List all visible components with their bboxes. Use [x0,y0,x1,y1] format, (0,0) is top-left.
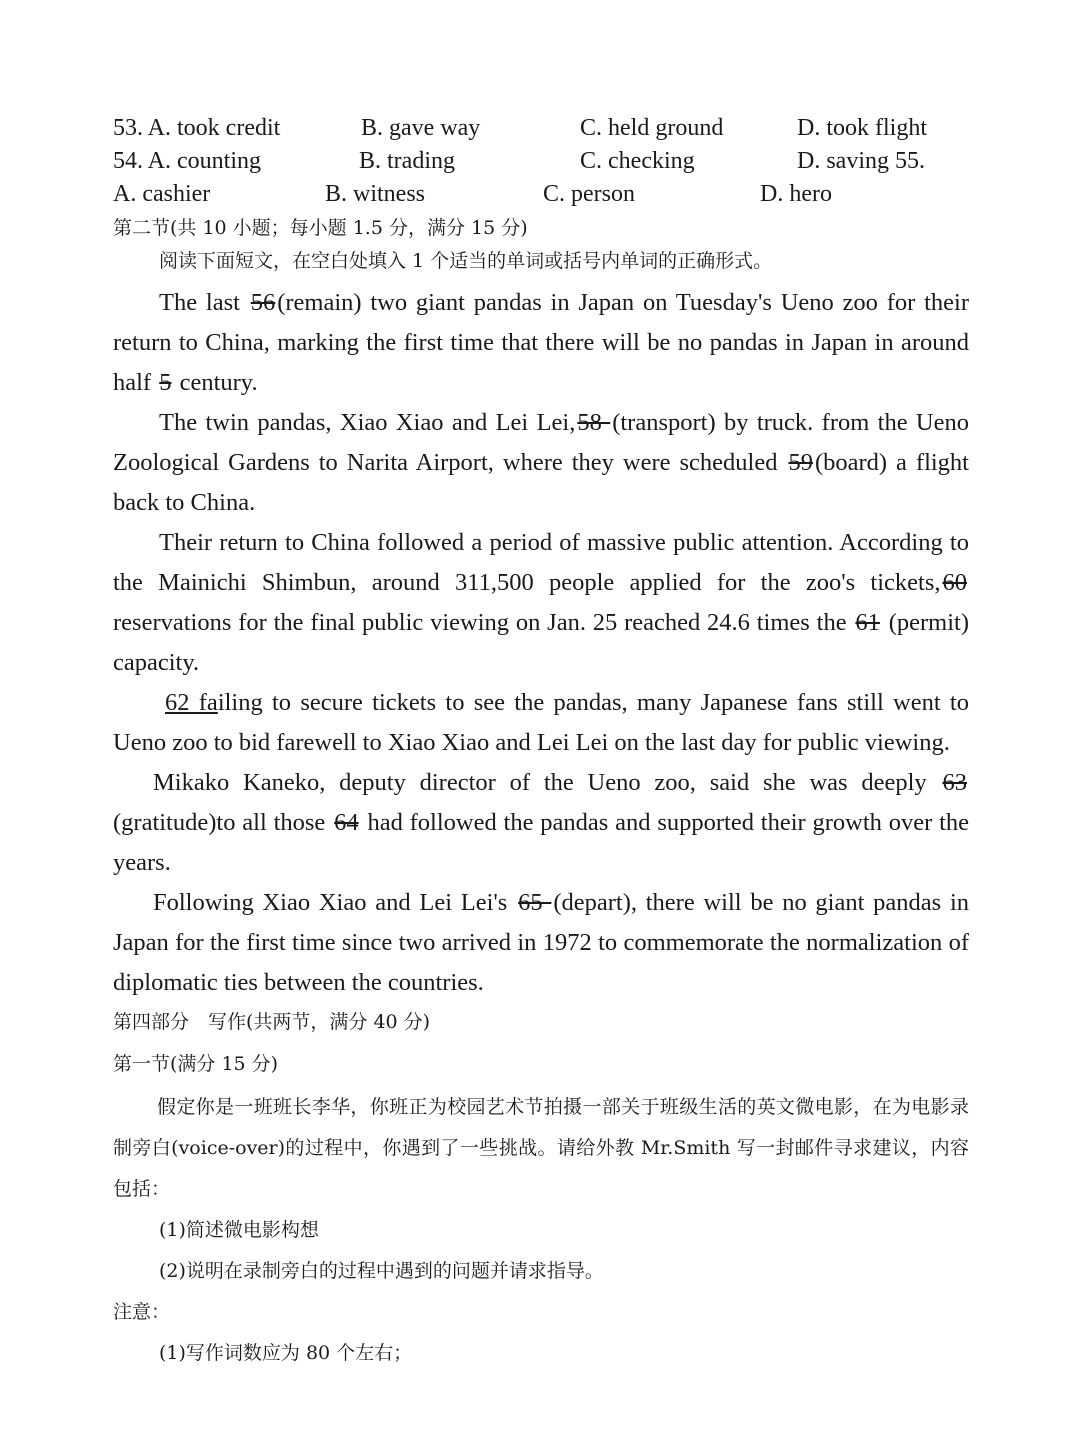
section2-instruction: 阅读下面短文，在空白处填入 1 个适当的单词或括号内单词的正确形式。 [159,250,773,272]
blank-64: 64 [334,809,359,836]
blank-56: 56 [250,289,276,316]
blank-61: 61 [855,609,880,636]
text: had followed the pandas and supported their growth over the years. [113,809,970,876]
note-label: 注意： [113,1301,171,1323]
blank-65: 65 [518,889,552,916]
section2-header: 第二节(共 10 小题；每小题 1.5 分，满分 15 分) [113,217,528,239]
passage-paragraph-3 [113,523,969,683]
option-55-b: B. witness [325,181,426,207]
text: reservations for the final public viewing on Jan. 25 reached 24.6 times the [113,609,854,636]
passage-paragraph-4 [113,683,969,763]
note-item-1: (1)写作词数应为 80 个左右； [159,1342,413,1364]
blank-59: 59 [788,449,813,476]
part4-section1: 第一节(满分 15 分) [113,1053,279,1075]
text: (gratitude)to all those [113,809,333,836]
option-55-d: D. hero [760,181,832,207]
passage-paragraph-5 [113,763,969,883]
text: Their return to China followed a period of massive public attention. According to the Mainichi Shimbun, around 311,500 people applied for the zoo's tickets, [113,529,969,596]
text: The last [159,289,249,316]
text: Following Xiao Xiao and Lei Lei's [153,889,517,916]
passage-paragraph-6 [113,883,969,1003]
text: (remain) two giant pandas in Japan on Tuesday's Ueno zoo for their return to China, marking the first time that there will be no pandas in Japan in around half [113,289,969,396]
text: The twin pandas, Xiao Xiao and Lei Lei, [159,409,576,436]
option-55-c: C. person [543,181,635,207]
text: (permit) capacity. [113,609,969,676]
blank-58: 58 [577,409,611,436]
text: iling to secure tickets to see the pandas, many Japanese fans still went to Ueno zoo to bid farewell to Xiao Xiao and Lei Lei on the last day for public viewing. [113,689,969,756]
option-54-b: B. trading [359,148,455,174]
text: (board) a flight back to China. [113,449,969,516]
blank-62: 62 fa [165,689,218,716]
blank-63: 63 [942,769,967,796]
writing-prompt: 假定你是一班班长李华，你班正为校园艺术节拍摄一部关于班级生活的英文微电影，在为电影录制旁白(voice-over)的过程中，你遇到了一些挑战。请给外教 Mr.Smith 写一封邮件寻求建议，内容包括： [113,1096,969,1200]
exam-page [113,112,969,1374]
options-q54 [113,145,969,178]
text: (depart), there will be no giant pandas in Japan for the first time since two arrived in 1972 to commemorate the normalization of diplomatic ties between the countries. [113,889,970,996]
option-54-d: D. saving 55. [797,148,925,174]
text: century. [173,369,258,396]
option-55-a: A. cashier [113,181,211,207]
options-q55 [113,178,969,211]
option-53-d: D. took flight [797,115,927,141]
option-53-b: B. gave way [361,115,481,141]
part4-header: 第四部分 写作(共两节，满分 40 分) [113,1011,431,1033]
writing-item-1: (1)简述微电影构想 [159,1219,319,1241]
text: (transport) by truck. from the Ueno Zoological Gardens to Narita Airport, where they were scheduled [113,409,969,476]
blank-60: 60 [942,569,967,596]
passage-paragraph-2 [113,403,969,523]
options-q53 [113,112,969,145]
text: Mikako Kaneko, deputy director of the Ueno zoo, said she was deeply [153,769,941,796]
blank-57: 5 [159,369,172,396]
option-53-c: C. held ground [580,115,724,141]
option-54-a: 54. A. counting [113,148,261,174]
writing-item-2: (2)说明在录制旁白的过程中遇到的问题并请求指导。 [159,1260,604,1282]
option-54-c: C. checking [580,148,695,174]
passage-paragraph-1 [113,283,969,403]
option-53-a: 53. A. took credit [113,115,281,141]
